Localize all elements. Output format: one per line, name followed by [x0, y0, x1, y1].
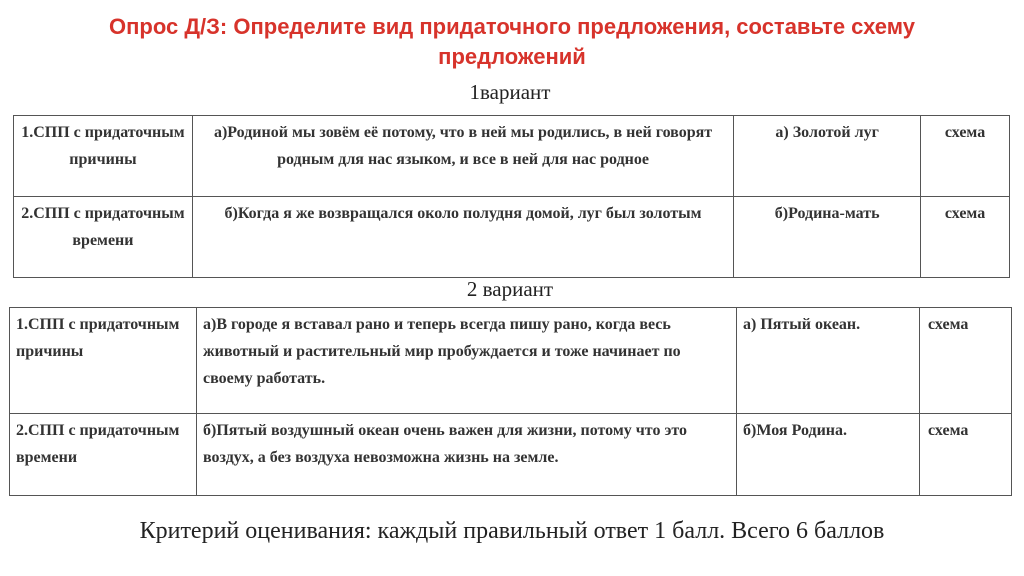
scheme-cell: схема	[919, 414, 1011, 496]
clause-type-cell: 2.СПП с придаточным времени	[10, 414, 197, 496]
variant-1-label: 1вариант	[469, 80, 551, 104]
table-row	[14, 116, 1010, 197]
table-row	[10, 308, 1012, 414]
sentence-cell: а)Родиной мы зовём её потому, что в ней мы родились, в ней говорят родным для нас языком, и все в ней для нас родное	[192, 116, 733, 197]
slide-title: Опрос Д/З: Определите вид придаточного предложения, составьте схему предложений	[109, 14, 915, 69]
sentence-cell: б)Пятый воздушный океан очень важен для жизни, потому что это воздух, а без воздуха невозможна жизнь на земле.	[197, 414, 737, 496]
text-title-cell: б)Родина-мать	[734, 197, 921, 278]
text-title-cell: а) Золотой луг	[734, 116, 921, 197]
scheme-cell: схема	[919, 308, 1011, 414]
text-title-cell: б)Моя Родина.	[737, 414, 920, 496]
clause-type-cell: 1.СПП с придаточным причины	[14, 116, 193, 197]
scheme-cell: схема	[921, 197, 1010, 278]
scheme-cell: схема	[921, 116, 1010, 197]
sentence-cell: а)В городе я вставал рано и теперь всегда пишу рано, когда весь животный и растительный мир пробуждается и тоже начинает по своему работать.	[197, 308, 737, 414]
variant-2-label: 2 вариант	[466, 277, 554, 301]
table-row	[14, 197, 1010, 278]
clause-type-cell: 2.СПП с придаточным времени	[14, 197, 193, 278]
grading-criteria: Критерий оценивания: каждый правильный ответ 1 балл. Всего 6 баллов	[139, 518, 885, 544]
sentence-cell: б)Когда я же возвращался около полудня домой, луг был золотым	[192, 197, 733, 278]
table-row	[10, 414, 1012, 496]
text-title-cell: а) Пятый океан.	[737, 308, 920, 414]
variant-2-table	[9, 307, 1012, 496]
variant-1-table	[13, 115, 1010, 278]
clause-type-cell: 1.СПП с придаточным причины	[10, 308, 197, 414]
